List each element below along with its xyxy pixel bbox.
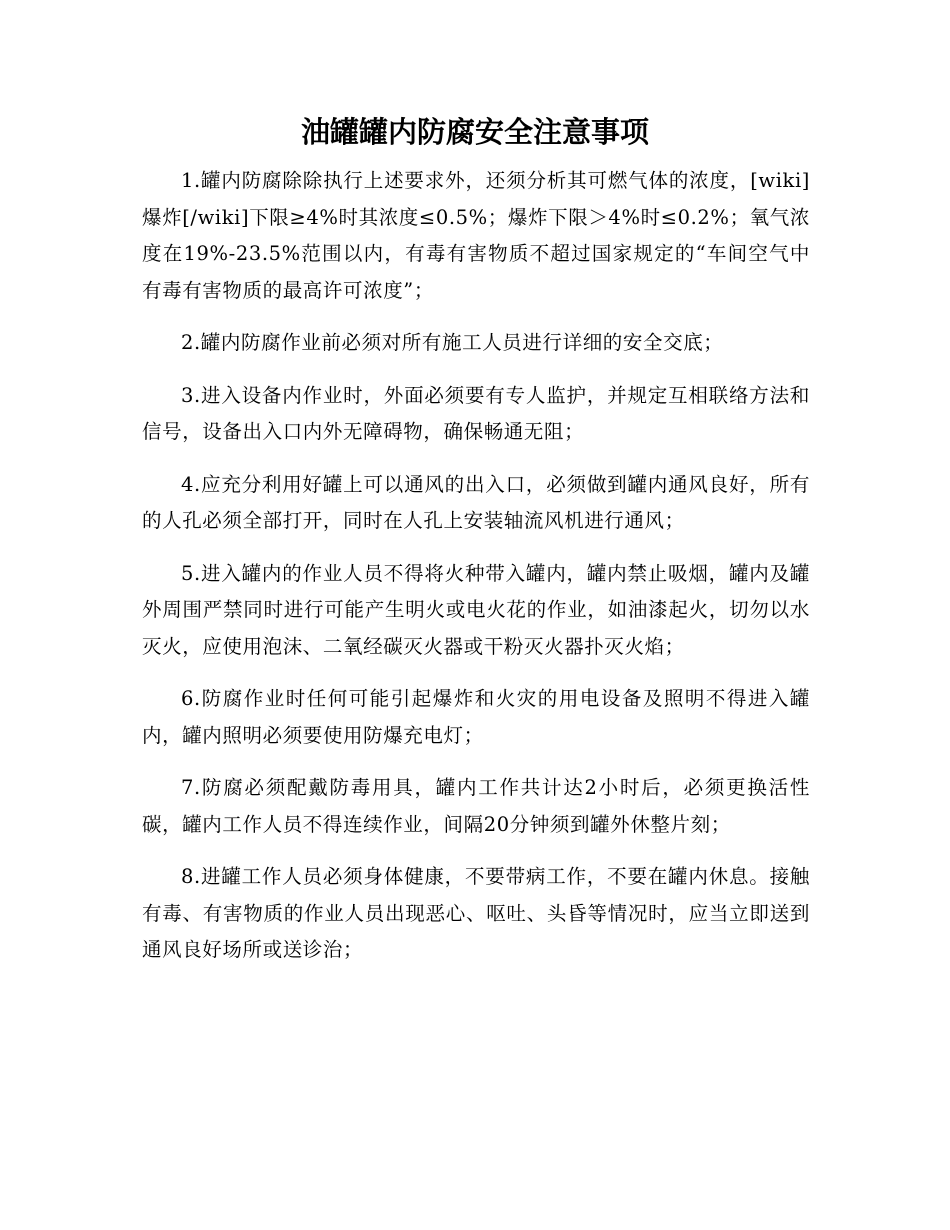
paragraph-1: 1.罐内防腐除除执行上述要求外，还须分析其可燃气体的浓度，[wiki]爆炸[/wiki]下限≥4%时其浓度≤0.5%；爆炸下限＞4%时≤0.2%；氧气浓度在19%-23.5%范围以内，有毒有害物质不超过国家规定的“车间空气中有毒有害物质的最高许可浓度”； (142, 169, 810, 302)
paragraph-4: 4.应充分利用好罐上可以通风的出入口，必须做到罐内通风良好，所有的人孔必须全部打开，同时在人孔上安装轴流风机进行通风； (142, 472, 810, 532)
document-body (142, 163, 810, 985)
document-title: 油罐罐内防腐安全注意事项 (300, 115, 649, 149)
paragraph-7: 7.防腐必须配戴防毒用具，罐内工作共计达2小时后，必须更换活性碳，罐内工作人员不得连续作业，间隔20分钟须到罐外休整片刻； (142, 776, 810, 836)
paragraph-2: 2.罐内防腐作业前必须对所有施工人员进行详细的安全交底； (181, 331, 724, 354)
paragraph-5: 5.进入罐内的作业人员不得将火种带入罐内，罐内禁止吸烟，罐内及罐外周围严禁同时进行可能产生明火或电火花的作业，如油漆起火，切勿以水灭火，应使用泡沫、二氧经碳灭火器或干粉灭火器扑灭火焰； (142, 561, 810, 658)
paragraph-3: 3.进入设备内作业时，外面必须要有专人监护，并规定互相联络方法和信号，设备出入口内外无障碍物，确保畅通无阻； (142, 383, 810, 443)
paragraph-8: 8.进罐工作人员必须身体健康，不要带病工作，不要在罐内休息。接触有毒、有害物质的作业人员出现恶心、呕吐、头昏等情况时，应当立即送到通风良好场所或送诊治； (142, 865, 810, 961)
paragraph-6: 6.防腐作业时任何可能引起爆炸和火灾的用电设备及照明不得进入罐内，罐内照明必须要使用防爆充电灯； (142, 687, 810, 747)
